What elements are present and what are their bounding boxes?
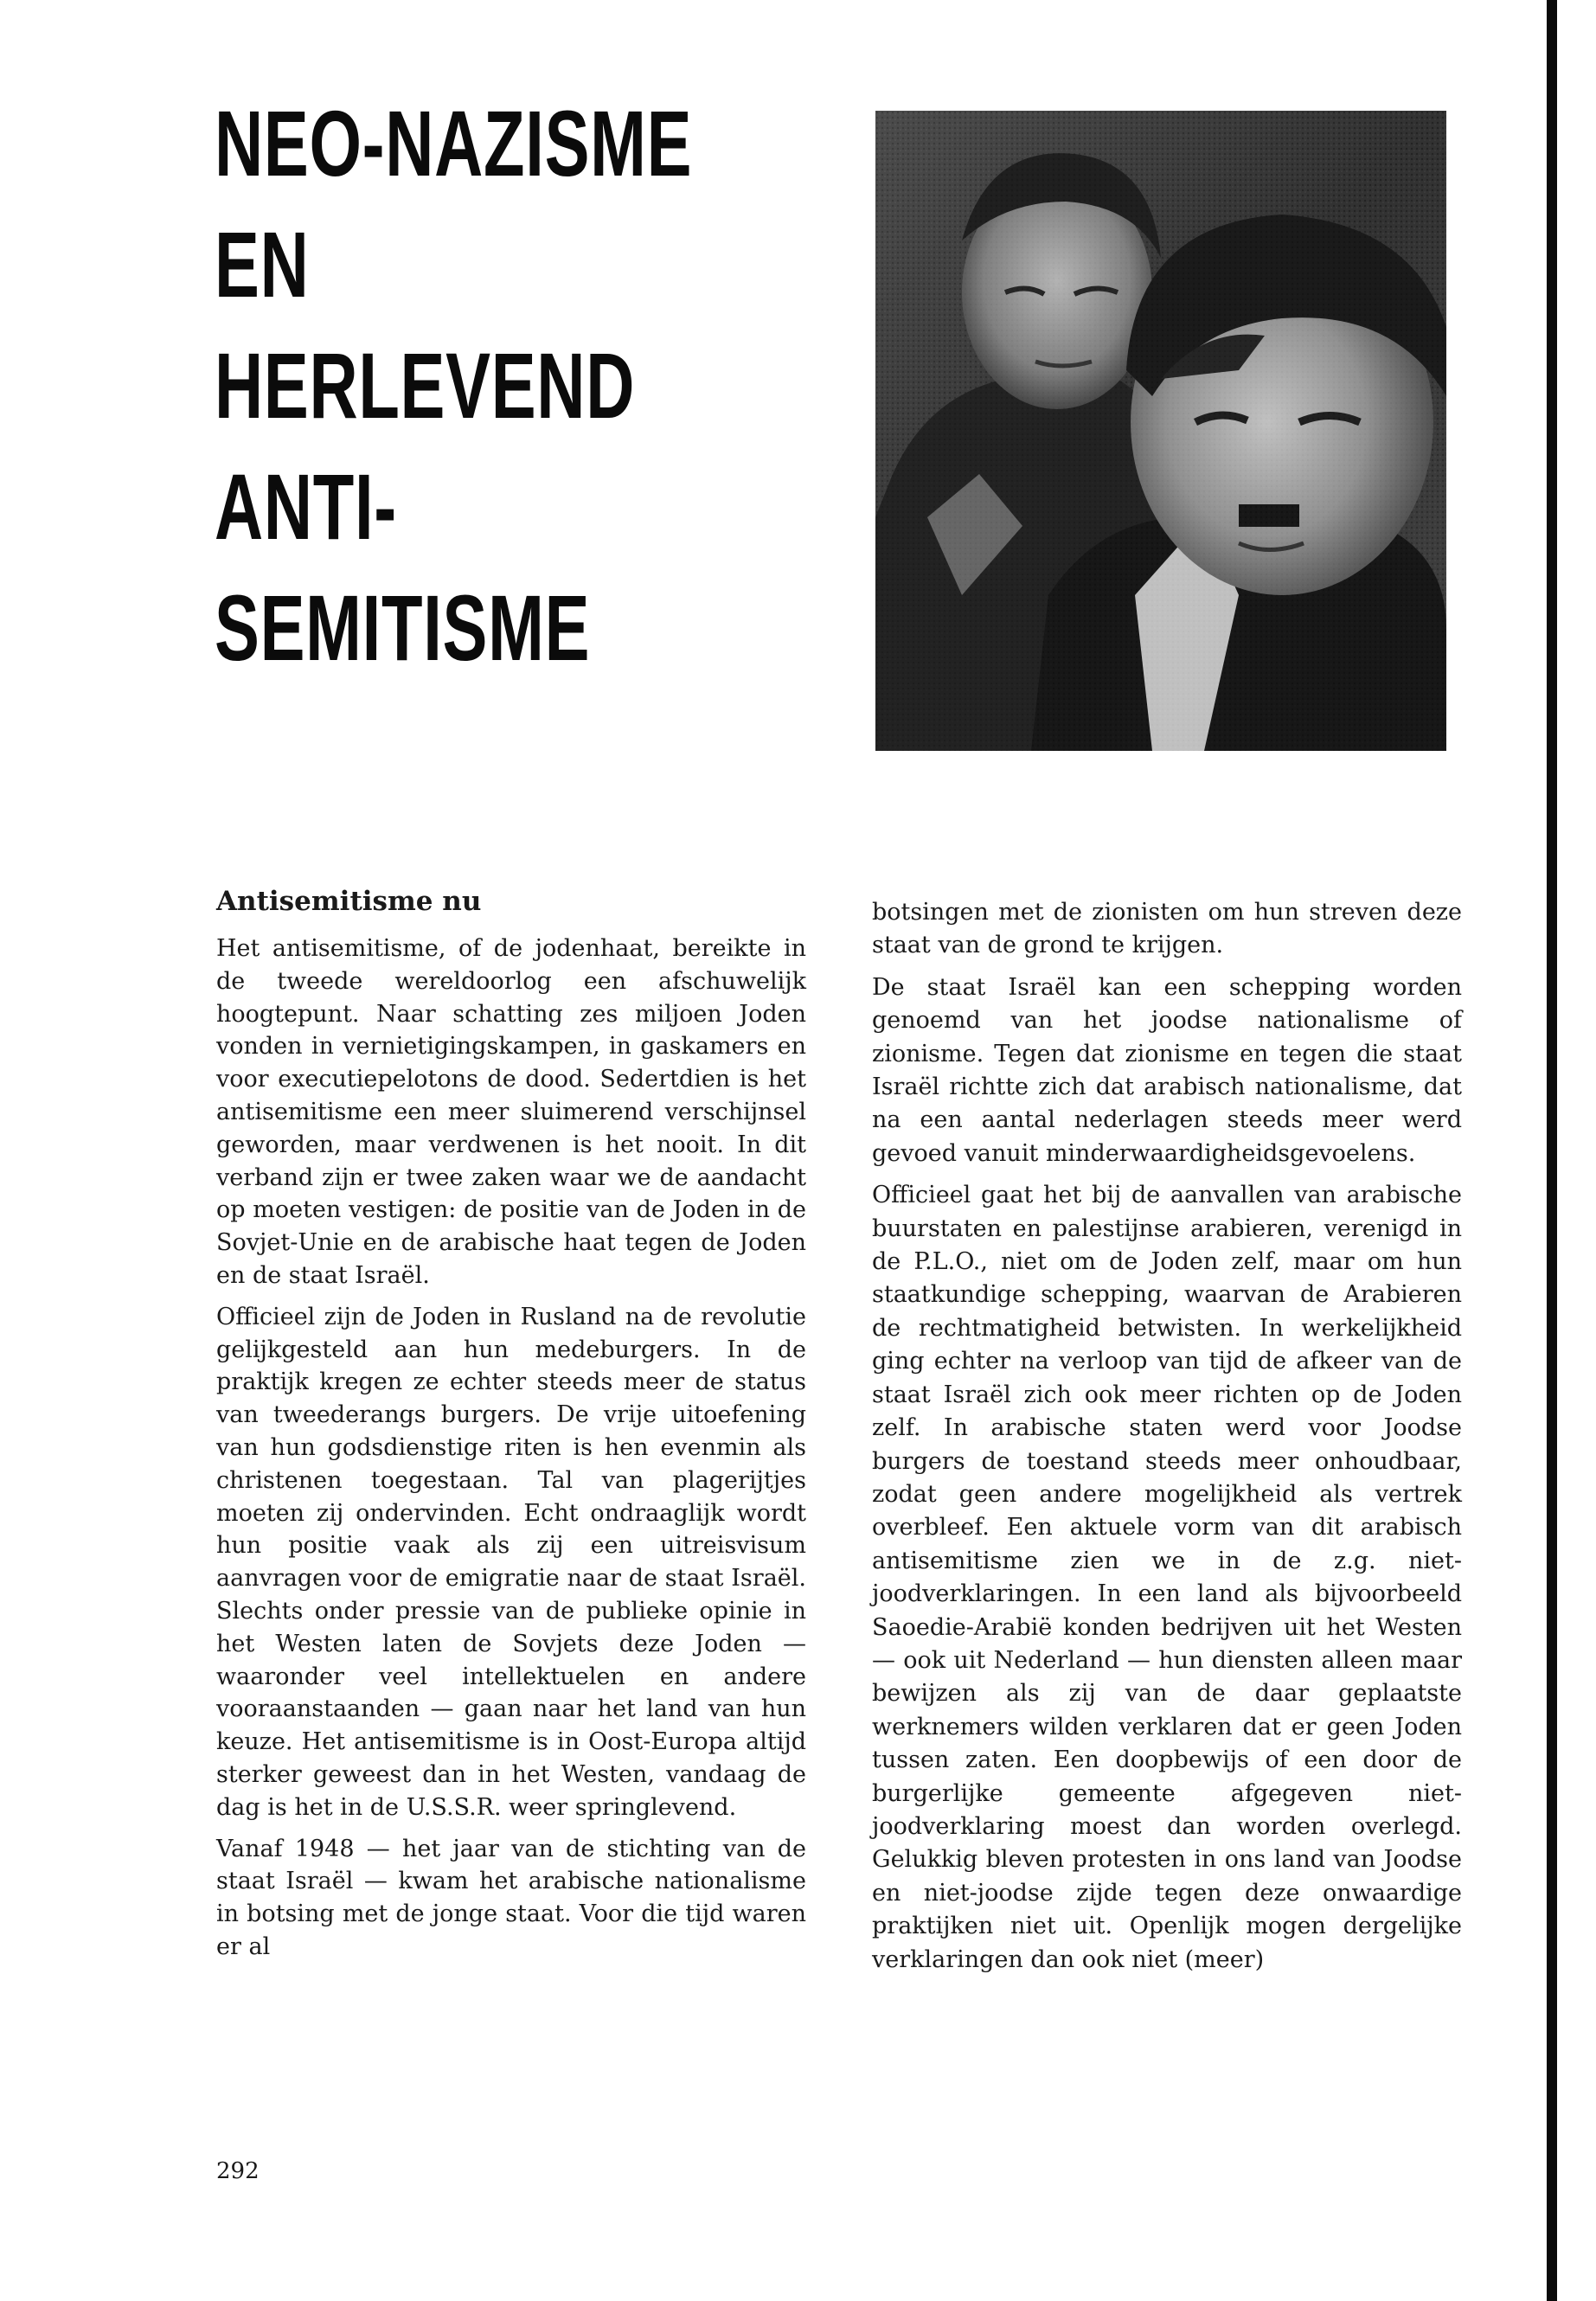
portrait-photo [875,111,1446,751]
page-number: 292 [216,2158,260,2184]
headline-line-5: SEMITISME [215,575,591,680]
photo-portrait-icon [875,111,1446,751]
headline-line-4: ANTI- [215,454,397,559]
left-paragraph-1: Het antisemitisme, of de jodenhaat, bereikte in de tweede wereldoorlog een afschuwelijk hoogtepunt. Naar schatting zes miljoen Joden vonden in vernietigingskampen, in gaskamers en voor executiepelotons de dood. Sedertdien is het antisemitisme een meer sluimerend verschijnsel geworden, maar verdwenen is het nooit. In dit verband zijn er twee zaken waar we de aandacht op moeten vestigen: de positie van de Joden in de Sovjet-Unie en de arabische haat tegen de Joden en de staat Israël. [216,935,806,1289]
page-edge-bar [1547,0,1557,2301]
left-paragraph-3: Vanaf 1948 — het jaar van de stichting van de staat Israël — kwam het arabische nationalisme in botsing met de jonge staat. Voor die tijd waren er al [216,1835,806,1960]
right-paragraph-3: Officieel gaat het bij de aanvallen van arabische buurstaten en palestijnse arabieren, verenigd in de P.L.O., niet om de Joden zelf, maar om hun staatkundige schepping, waarvan de Arabieren de rechtmatigheid betwisten. In werkelijkheid ging echter na verloop van tijd de afkeer van de staat Israël zich ook meer richten op de Joden zelf. In arabische staten werd voor Joodse burgers de toestand steeds meer onhoudbaar, zodat geen andere mogelijkheid als vertrek overbleef. Een aktuele vorm van dit arabisch antisemitisme zien we in de z.g. niet-joodverklaringen. In een land als bijvoorbeeld Saoedie-Arabië konden bedrijven uit het Westen — ook uit Nederland — hun diensten alleen maar bewijzen als zij van de daar geplaatste werknemers wilden verklaren dat er geen Joden tussen zaten. Een doopbewijs of een door de burgerlijke gemeente afgegeven niet-joodverklaring moest dan worden overlegd. Gelukkig bleven protesten in ons land van Joodse en niet-joodse zijde tegen deze onwaardige praktijken niet uit. Openlijk mogen dergelijke verklaringen dan ook niet (meer) [872,1182,1462,1973]
headline [215,83,820,689]
section-heading: Antisemitisme nu [216,886,482,917]
article-column-left [216,884,806,1972]
headline-line-3: HERLEVEND [215,333,636,438]
left-paragraph-2: Officieel zijn de Joden in Rusland na de revolutie gelijkgesteld aan hun medeburgers. In de praktijk kregen ze echter steeds meer de status van tweederangs burgers. De vrije uitoefening van hun godsdienstige riten is hen evenmin als christenen toegestaan. Tal van plagerijtjes moeten zij ondervinden. Echt ondraaglijk wordt hun positie vaak als zij een uitreisvisum aanvragen voor de emigratie naar de staat Israël. Slechts onder pressie van de publieke opinie in het Westen laten de Sovjets deze Joden — waaronder veel intellektuelen en andere vooraanstaanden — gaan naar het land van hun keuze. Het antisemitisme is in Oost-Europa altijd sterker geweest dan in het Westen, vandaag de dag is het in de U.S.S.R. weer springlevend. [216,1303,806,1821]
headline-line-1: NEO-NAZISME [215,91,693,195]
headline-line-2: EN [215,212,310,317]
article-column-right [872,896,1462,1985]
right-paragraph-1: botsingen met de zionisten om hun streven deze staat van de grond te krijgen. [872,899,1462,959]
right-paragraph-2: De staat Israël kan een schepping worden genoemd van het joodse nationalisme of zionisme. Tegen dat zionisme en tegen die staat Israël richtte zich dat arabisch nationalisme, dat na een aantal nederlagen steeds meer werd gevoed vanuit minderwaardigheidsgevoelens. [872,973,1462,1167]
